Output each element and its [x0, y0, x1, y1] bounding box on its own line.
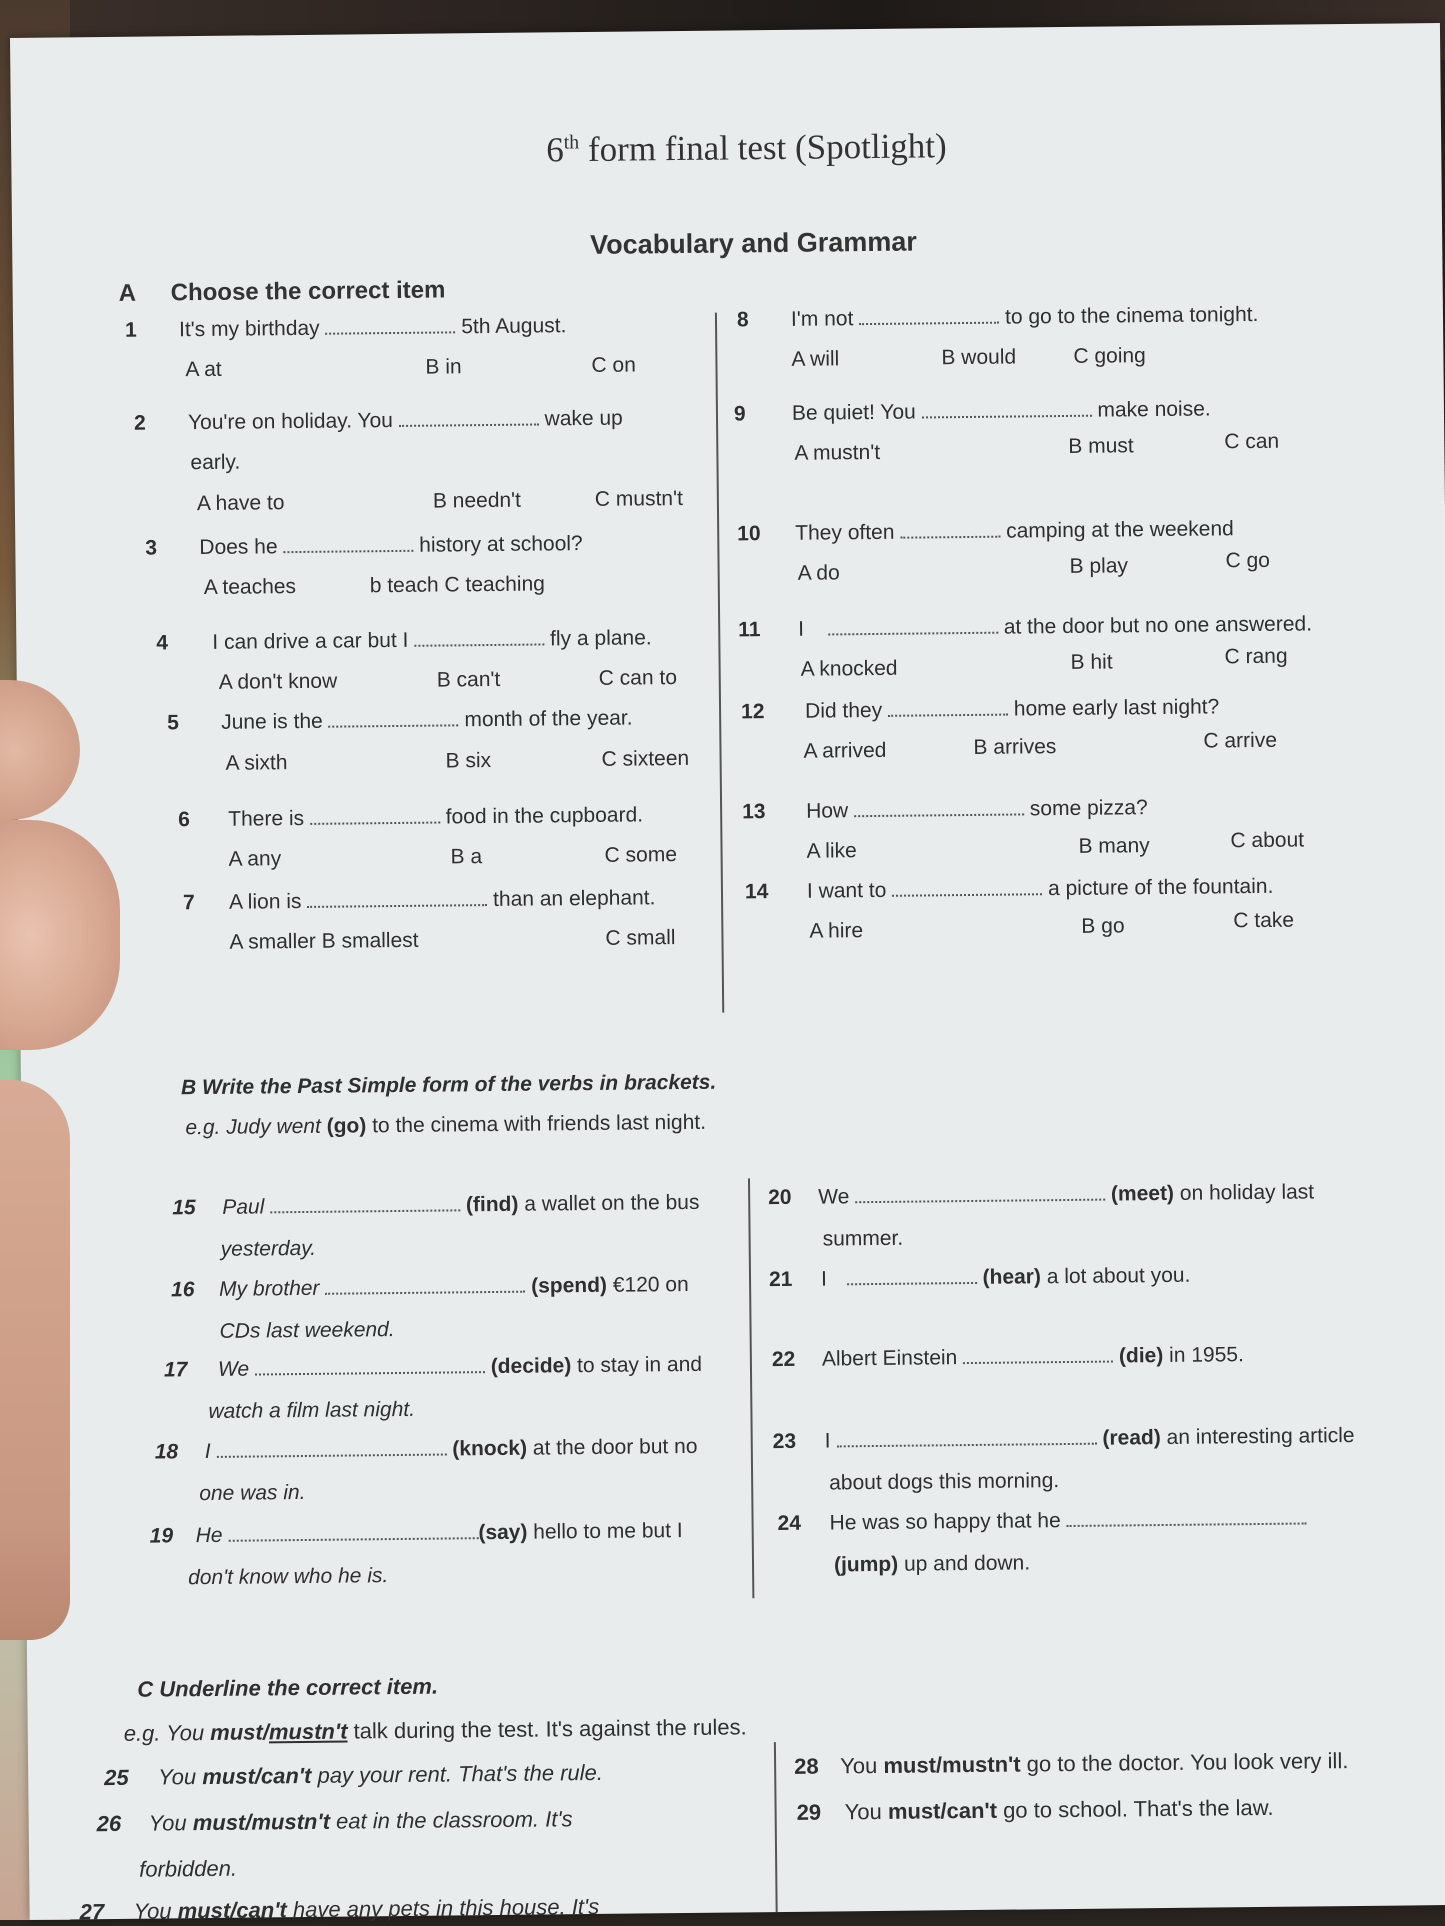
- question-21: 21 I (hear) a lot about you.: [768, 1263, 1191, 1292]
- question-20: 20 We (meet) on holiday last summer.: [768, 1180, 1315, 1251]
- question-15: 15 Paul (find) a wallet on the bus yesterday.: [172, 1190, 700, 1261]
- section-a-divider: [715, 313, 724, 1013]
- question-11: 11 I at the door but no one answered. A knocked B hit C rang: [738, 612, 1313, 681]
- question-24: 24 He was so happy that he (jump) up and down.: [10, 23, 1440, 38]
- section-c-divider: [774, 1742, 778, 1912]
- question-14: 14 I want to a picture of the fountain. A hire B go C take: [744, 874, 1295, 943]
- question-17: 17 We (decide) to stay in and watch a film last night.: [163, 1352, 703, 1423]
- section-a-heading: Choose the correct item: [170, 276, 446, 307]
- section-b-example: e.g. Judy went (go) to the cinema with friends last night.: [185, 1110, 707, 1140]
- page-title: 6th form final test (Spotlight): [545, 126, 947, 170]
- page-subtitle: Vocabulary and Grammar: [590, 226, 917, 260]
- section-c-heading: C Underline the correct item.: [137, 1673, 439, 1702]
- question-6: 6 There is food in the cupboard. A any B a C some: [178, 803, 678, 871]
- test-sheet: [10, 23, 1445, 1925]
- question-16: 16 My brother (spend) €120 on CDs last weekend.: [170, 1272, 689, 1343]
- question-13: 13 How some pizza? A like B many C about: [742, 796, 1305, 863]
- question-19: 19 He (say) hello to me but I don't know who he is.: [149, 1519, 683, 1590]
- question-27: 27 You must/can't have any pets in this house. It's: [79, 1893, 600, 1925]
- section-b-heading: B Write the Past Simple form of the verbs in brackets.: [180, 1070, 717, 1100]
- question-9: 9 Be quiet! You make noise. A mustn't B must C can: [733, 397, 1280, 465]
- hand: [0, 1080, 70, 1640]
- section-a-letter: A: [118, 279, 137, 307]
- section-c-example: e.g. You must/mustn't talk during the test. It's against the rules.: [123, 1714, 747, 1746]
- question-8: 8 I'm not to go to the cinema tonight. A will B would C going: [736, 302, 1259, 371]
- question-18: 18 I (knock) at the door but no one was in.: [154, 1434, 698, 1506]
- question-3: 3 Does he history at school? A teaches b teach C teaching: [145, 532, 583, 600]
- question-2: 2 You're on holiday. You wake up early. A have to B needn't C mustn't: [133, 406, 684, 516]
- question-1: 1 It's my birthday 5th August. A at B in C on: [124, 314, 636, 382]
- question-25: 25 You must/can't pay your rent. That's the rule.: [104, 1759, 604, 1791]
- question-10: 10 They often camping at the weekend A do B play C go: [737, 517, 1271, 585]
- question-26: 26 You must/mustn't eat in the classroom. It's forbidden.: [96, 1806, 573, 1882]
- question-12: 12 Did they home early last night? A arrived B arrives C arrive: [740, 695, 1278, 763]
- section-b-divider: [748, 1178, 754, 1598]
- question-22: 22 Albert Einstein (die) in 1955.: [771, 1343, 1244, 1372]
- question-23: 23 I (read) an interesting article about dogs this morning.: [772, 1423, 1355, 1495]
- question-29: 29 You must/can't go to school. That's the law.: [796, 1794, 1274, 1825]
- question-4: 4 I can drive a car but I fly a plane. A don't know B can't C can to: [156, 626, 678, 694]
- question-5: 5 June is the month of the year. A sixth B six C sixteen: [167, 706, 690, 775]
- question-28: 28 You must/mustn't go to the doctor. You look very ill.: [794, 1748, 1349, 1779]
- question-7: 7 A lion is than an elephant. A smaller B smallest C small: [182, 886, 676, 954]
